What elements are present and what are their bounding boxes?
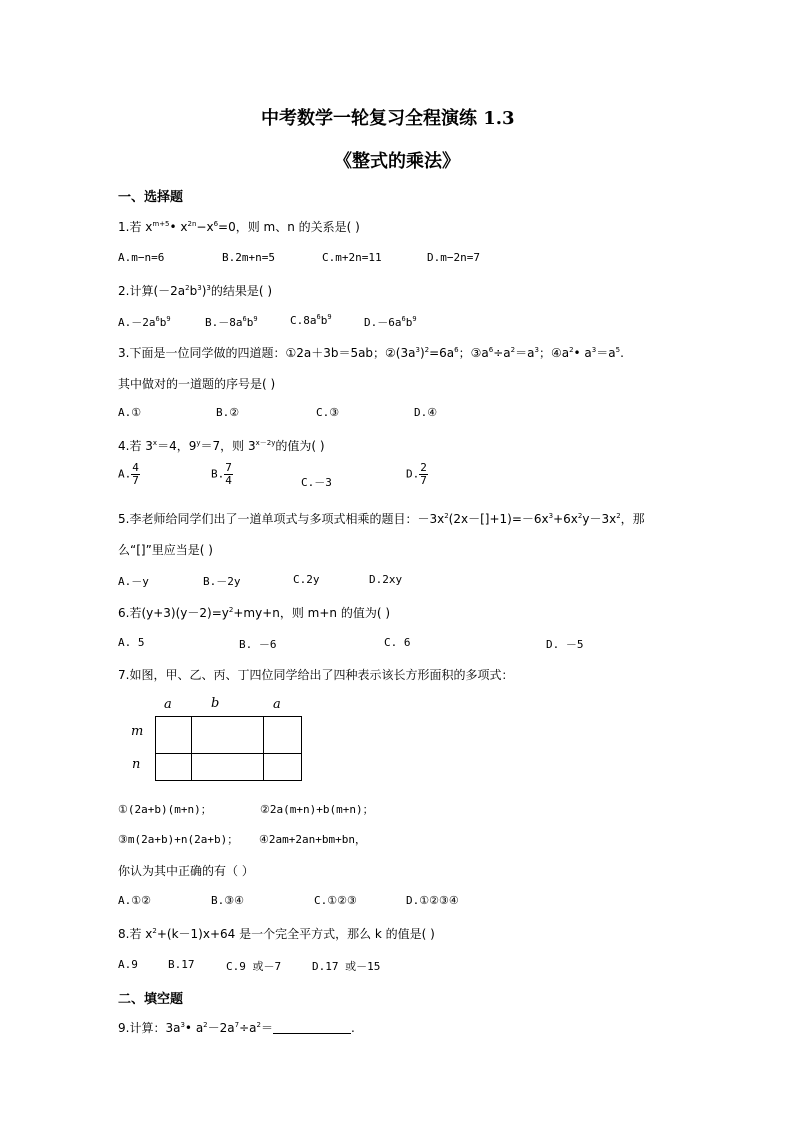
question-7: 7.如图，甲、乙、丙、丁四位同学给出了四种表示该长方形面积的多项式： (118, 668, 514, 682)
q8-option-d: D.17 或－15 (312, 960, 381, 973)
q7-expression-4: ④2am+2an+bm+bn， (259, 833, 366, 846)
figure-label-n: n (132, 757, 141, 772)
q2-option-a: $A.-2a^6b^9$ (118, 315, 171, 329)
q7-expression-3: ③m(2a+b)+n(2a+b)； (118, 833, 239, 846)
q3-option-d: D.④ (414, 406, 438, 419)
q8-option-c: C.9 或－7 (226, 960, 282, 973)
q1-option-b: B.2m+n=5 (222, 251, 275, 264)
q3-option-a: A.① (118, 406, 142, 419)
q5-option-a: A.－y (118, 575, 149, 588)
question-3: 3.下面是一位同学做的四道题：①2a＋3b＝5ab；$②(3a^3)^2=6a^6$；$③a^6\div a^2=a^3$；$④a^2•$ $a^3=a^5$. (118, 346, 624, 360)
question-9: 9.计算：$3a^3•$ $a^2-2a^7\div a^2=$ . (118, 1021, 355, 1035)
q7-option-b: B.③④ (211, 894, 244, 907)
question-6: 6.若$(y+3)(y-2)=y^2+my+n$，则 m+n 的值为( ) (118, 606, 391, 620)
rectangle-figure (155, 716, 302, 781)
q5-option-c: C.2y (293, 573, 320, 586)
figure-divider-h (155, 753, 302, 754)
q2-option-b: $B.-8a^6b^9$ (205, 315, 258, 329)
q3-option-b: B.② (216, 406, 240, 419)
q4-option-c: C.－3 (301, 476, 332, 489)
q3-option-c: C.③ (316, 406, 340, 419)
q4-option-d: D. $\frac{2}{7}$ (406, 461, 427, 487)
q5-option-d: D.2xy (369, 573, 403, 586)
q1-option-c: C.m+2n=11 (322, 251, 382, 264)
answer-blank[interactable] (273, 1021, 351, 1034)
q7-option-d: D.①②③④ (406, 894, 459, 907)
figure-label-a-right: a (273, 697, 281, 712)
question-8: 8.若 $x^2+(k-1)x+64$ 是一个完全平方式，那么 k 的值是( ) (118, 927, 435, 941)
question-5-line-2: 么“[]”里应当是( ) (118, 543, 213, 557)
section-heading-fill: 二、填空题 (118, 992, 184, 1007)
figure-label-m: m (131, 724, 144, 739)
page-subtitle: 《整式的乘法》 (334, 151, 460, 172)
page-title: 中考数学一轮复习全程演练 1.3 (261, 108, 515, 129)
q4-option-b: B. $\frac{7}{4}$ (211, 461, 232, 487)
figure-divider-v1 (191, 716, 192, 781)
q7-option-c: C.①②③ (314, 894, 357, 907)
q6-option-c: C. 6 (384, 636, 411, 649)
q1-option-d: D.m−2n=7 (427, 251, 480, 264)
q2-option-d: $D.-6a^6b^9$ (364, 315, 417, 329)
section-heading-choice: 一、选择题 (118, 190, 184, 205)
q6-option-a: A. 5 (118, 636, 145, 649)
question-4: 4.若 $3^x=4$，$9^y=7$，则 $3^{x-2y}$的值为( ) (118, 439, 325, 453)
q1-option-a: A.m−n=6 (118, 251, 165, 264)
question-1: 1.若 $x^{m+5}•$ $x^{2n}-x^6=0$，则 m、n 的关系是( ) (118, 220, 360, 234)
q8-option-b: B.17 (168, 958, 195, 971)
q5-option-b: B.－2y (203, 575, 241, 588)
q8-option-a: A.9 (118, 958, 138, 971)
q4-option-a: A. $\frac{4}{7}$ (118, 461, 139, 487)
q2-option-c: $C.8a^6b^9$ (290, 313, 332, 327)
question-7-ask: 你认为其中正确的有（ ） (118, 864, 254, 878)
q6-option-d: D. －5 (546, 638, 584, 651)
figure-label-b: b (211, 696, 220, 711)
q7-expression-1: ①(2a+b)(m+n)； (118, 803, 212, 816)
figure-divider-v2 (263, 716, 264, 781)
question-3-line-2: 其中做对的一道题的序号是( ) (118, 377, 276, 391)
question-2: 2.计算$(-2a^2b^3)^3$的结果是( ) (118, 284, 273, 298)
figure-label-a-left: a (164, 697, 172, 712)
q7-option-a: A.①② (118, 894, 151, 907)
question-5: 5.李老师给同学们出了一道单项式与多项式相乘的题目：$-3x^2(2x-[]+1)=-6x^3+6x^2y-3x^2$，那 (118, 512, 645, 526)
q6-option-b: B. －6 (239, 638, 277, 651)
q7-expression-2: ②2a(m+n)+b(m+n)； (260, 803, 374, 816)
figure-outer-border (155, 716, 302, 781)
